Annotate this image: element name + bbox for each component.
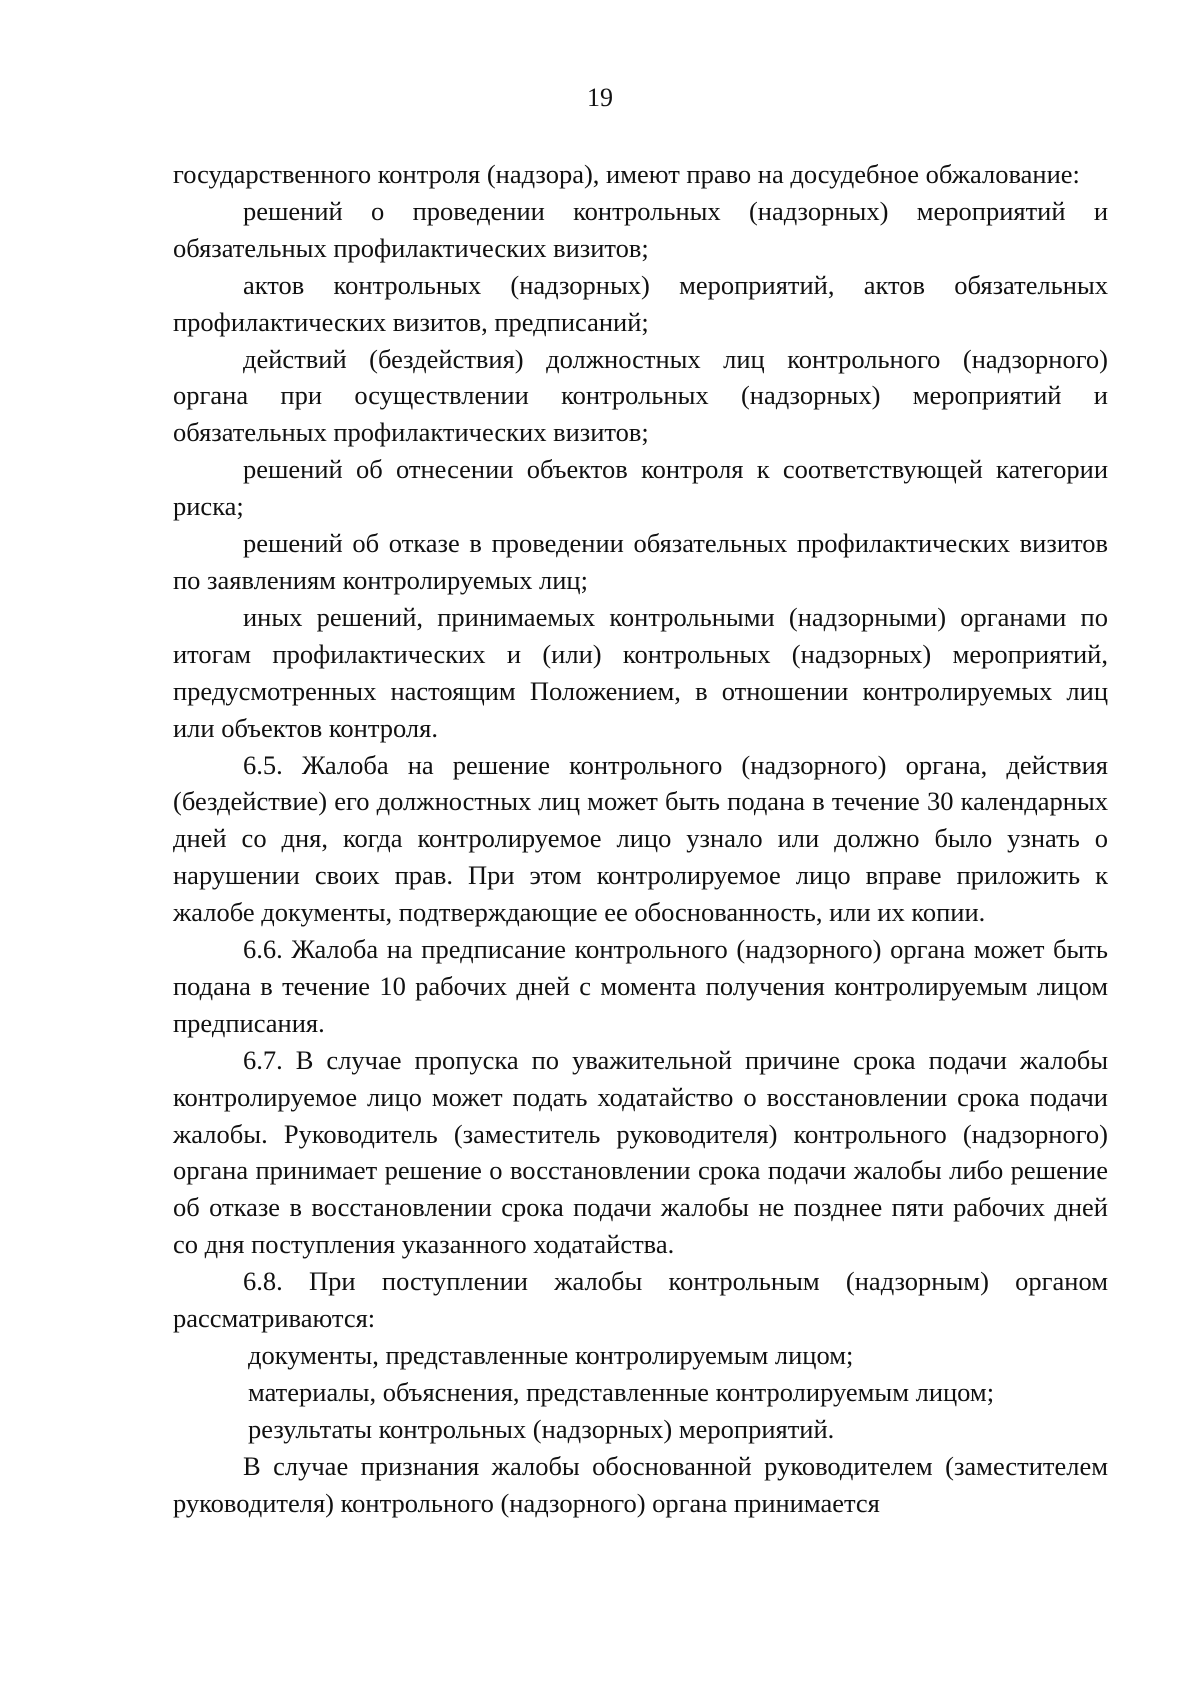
paragraph-6-7: 6.7. В случае пропуска по уважительной причине срока подачи жалобы контролируемое лицо может подать ходатайство о восстановлении срока подачи жалобы. Руководитель (заместитель руководителя) контрольного (надзорного) органа принимает решение о восстановлении срока подачи жалобы либо решение об отказе в восстановлении срока подачи жалобы не позднее пяти рабочих дней со дня поступления указанного ходатайства.: [173, 1044, 1108, 1260]
paragraph-6-6: 6.6. Жалоба на предписание контрольного (надзорного) органа может быть подана в течение 10 рабочих дней с момента получения контролируемым лицом предписания.: [173, 934, 1108, 1038]
paragraph-item-other-decisions: иных решений, принимаемых контрольными (надзорными) органами по итогам профилактических и (или) контрольных (надзорных) мероприятий, предусмотренных настоящим Положением, в отношении контролируемых лиц или объектов контроля.: [173, 601, 1108, 743]
paragraph-final: В случае признания жалобы обоснованной руководителем (заместителем руководителя) контрольного (надзорного) органа принимается: [173, 1450, 1108, 1518]
paragraph-continuation: государственного контроля (надзора), имеют право на досудебное обжалование:: [173, 159, 1080, 189]
paragraph-item-actions: действий (бездействия) должностных лиц контрольного (надзорного) органа при осуществлении контрольных (надзорных) мероприятий и обязательных профилактических визитов;: [173, 343, 1108, 448]
page-number: 19: [587, 83, 613, 112]
paragraph-6-5: 6.5. Жалоба на решение контрольного (надзорного) органа, действия (бездействие) его должностных лиц может быть подана в течение 30 календарных дней со дня, когда контролируемое лицо узнало или должно было узнать о нарушении своих прав. При этом контролируемое лицо вправе приложить к жалобе документы, подтверждающие ее обоснованность, или их копии.: [173, 749, 1108, 928]
paragraph-item-decisions: решений о проведении контрольных (надзорных) мероприятий и обязательных профилактических визитов;: [173, 195, 1108, 263]
paragraph-6-8: 6.8. При поступлении жалобы контрольным (надзорным) органом рассматриваются:: [173, 1266, 1108, 1334]
list-item-results: результаты контрольных (надзорных) мероприятий.: [248, 1413, 835, 1444]
paragraph-item-refusal: решений об отказе в проведении обязательных профилактических визитов по заявлениям контролируемых лиц;: [173, 528, 1108, 595]
list-item-documents: документы, представленные контролируемым лицом;: [248, 1340, 854, 1370]
list-item-materials: материалы, объяснения, представленные контролируемым лицом;: [248, 1376, 995, 1407]
paragraph-item-risk-category: решений об отнесении объектов контроля к соответствующей категории риска;: [173, 454, 1108, 522]
paragraph-item-acts: актов контрольных (надзорных) мероприятий, актов обязательных профилактических визитов, предписаний;: [173, 269, 1108, 337]
document-body: [173, 156, 1108, 1522]
